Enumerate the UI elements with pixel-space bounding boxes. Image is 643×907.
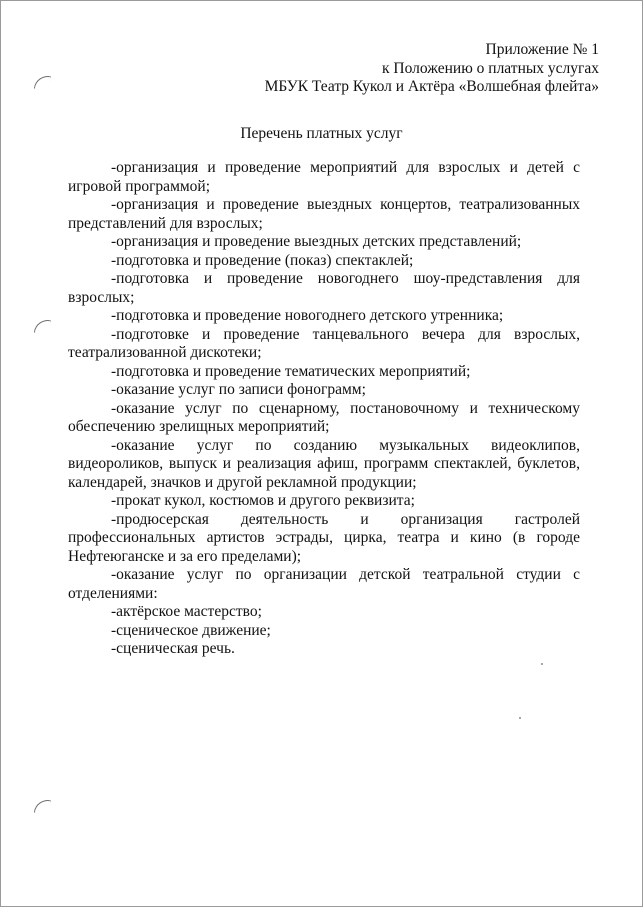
regulation-reference: к Положению о платных услугах: [381, 59, 599, 77]
service-item: -подготовка и проведение новогоднего шоу-представления для взрослых;: [68, 270, 580, 306]
service-item: -подготовка и проведение (показ) спектаклей;: [111, 251, 414, 269]
service-item: -организация и проведение выездных концертов, театрализованных представлений для взрослых;: [68, 196, 580, 232]
service-item: -организация и проведение выездных детских представлений;: [111, 233, 522, 250]
service-item: -сценическая речь.: [111, 640, 235, 657]
punch-hole-mark-bottom: [34, 798, 51, 815]
service-item: -оказание услуг по созданию музыкальных видеоклипов, видеороликов, выпуск и реализация афиш, программ спектаклей, буклетов, календарей, значков и другой рекламной продукции;: [68, 436, 580, 491]
appendix-number: Приложение № 1: [485, 41, 599, 58]
document-header: [265, 41, 599, 97]
service-item: -сценическое движение;: [111, 621, 271, 639]
service-item: -подготовка и проведение тематических мероприятий;: [111, 362, 471, 380]
service-item: -подготовке и проведение танцевального вечера для взрослых, театрализованной дискотеки;: [68, 325, 580, 361]
scan-speck: [541, 663, 543, 665]
document-title: Перечень платных услуг: [240, 125, 403, 142]
organization-name: МБУК Театр Кукол и Актёра «Волшебная флейта»: [264, 78, 599, 95]
punch-hole-mark-top: [34, 74, 51, 91]
service-item: -оказание услуг по сценарному, постановочному и техническому обеспечению зрелищных мероприятий;: [68, 399, 580, 435]
scan-speck: [519, 717, 521, 719]
service-item: -продюсерская деятельность и организация гастролей профессиональных артистов эстрады, цирка, театра и кино (в городе Нефтеюганске и за его пределами);: [68, 510, 580, 565]
service-item: -оказание услуг по записи фонограмм;: [111, 381, 366, 398]
service-item: -прокат кукол, костюмов и другого реквизита;: [111, 492, 415, 509]
services-list: [68, 159, 580, 659]
service-item: -оказание услуг по организации детской театральной студии с отделениями:: [68, 566, 580, 602]
service-item: -организация и проведение мероприятий для взрослых и детей с игровой программой;: [68, 159, 580, 195]
punch-hole-mark-middle: [34, 318, 51, 335]
service-item: -подготовка и проведение новогоднего детского утренника;: [111, 307, 504, 324]
service-item: -актёрское мастерство;: [111, 603, 262, 620]
